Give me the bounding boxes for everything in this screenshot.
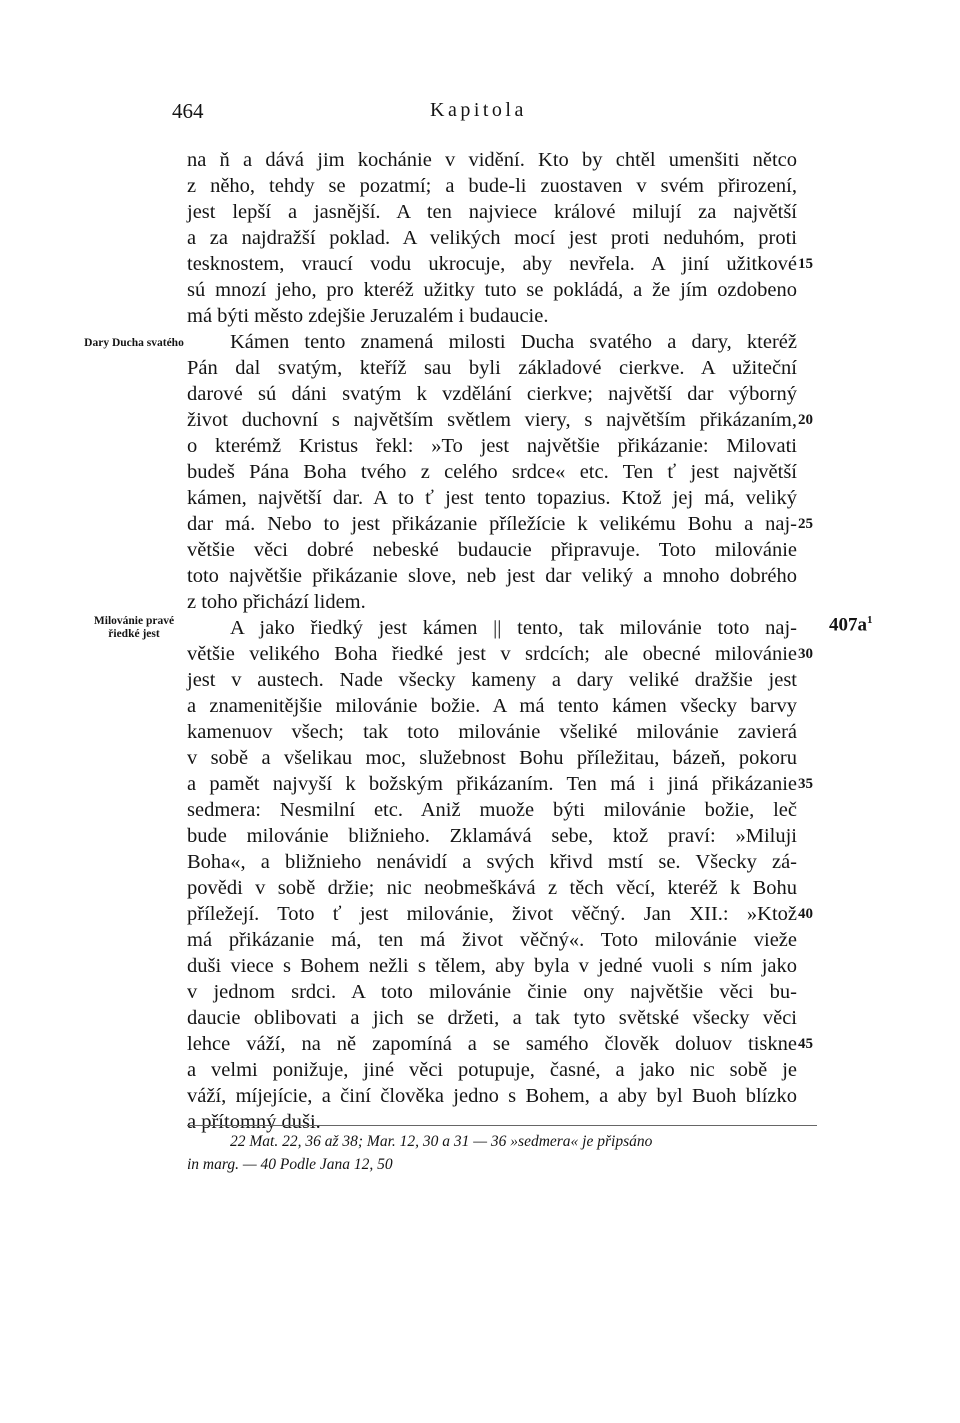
- text-line: z toho přichází lidem.: [187, 591, 366, 613]
- text-line: příležejí. Toto ť jest milovánie, život věčný. Jan XII.: »Ktož: [187, 903, 797, 925]
- text-line: sedmera: Nesmilní etc. Aniž muože býti milovánie božie, leč: [187, 799, 797, 821]
- text-line: lehce váží, na ně zapomíná a se samého člověk doluov tiskne: [187, 1033, 797, 1055]
- folio-ref-text: 407a: [829, 614, 867, 636]
- folio-ref-sup: 1: [867, 614, 873, 626]
- text-line: a přítomný duši.: [187, 1111, 321, 1133]
- line-number-25: 25: [798, 516, 813, 532]
- text-line: budeš Pána Boha tvého z celého srdce« etc. Ten ť jest najvětší: [187, 461, 797, 483]
- text-line: a pamět najvyší k božským přikázaním. Ten má i jiná přikázanie: [187, 773, 797, 795]
- text-line: má přikázanie má, ten má život věčný«. Toto milovánie vieže: [187, 929, 797, 951]
- text-line: jest lepší a jasnější. A ten najviece králové milují za najvětší: [187, 201, 797, 223]
- line-number-35: 35: [798, 776, 813, 792]
- text-line: a znamenitějšie milovánie božie. A má tento kámen všecky barvy: [187, 695, 797, 717]
- line-number-15: 15: [798, 256, 813, 272]
- margin-note-milovanie: Milovánie pravé řiedké jest: [93, 615, 175, 640]
- text-line: v jednom srdci. A toto milovánie činie ony najvětšie věci bu-: [187, 981, 797, 1003]
- margin-note-dary: Dary Ducha svatého: [84, 337, 184, 349]
- text-line: většie věci dobré nebeské budaucie připravuje. Toto milovánie: [187, 539, 797, 561]
- footnotes: [187, 1130, 807, 1176]
- folio-ref: [829, 614, 873, 636]
- text-line: Boha«, a bližnieho nenávidí a svých křivd mstí se. Všecky zá-: [187, 851, 797, 873]
- text-line: sú mnozí jeho, pro kteréž užitky tuto se pokládá, a že jím ozdobeno: [187, 279, 797, 301]
- text-line: o kterémž Kristus řekl: »To jest najvětšie přikázanie: Milovati: [187, 435, 797, 457]
- text-line: dar má. Nebo to jest přikázanie příležície k velikému Bohu a naj-: [187, 513, 797, 535]
- text-line: jest v austech. Nade všecky kameny a dary veliké dražšie jest: [187, 669, 797, 691]
- line-number-30: 30: [798, 646, 813, 662]
- text-line: darové sú dáni svatým k vzdělání cierkve; najvětší dar výborný: [187, 383, 797, 405]
- text-line: na ň a dává jim kochánie v vidění. Kto by chtěl umenšiti nětco: [187, 149, 797, 171]
- text-line: z něho, tehdy se pozatmí; a bude-li zuostaven v svém přirození,: [187, 175, 797, 197]
- text-line: a velmi ponižuje, jiné věci potupuje, časné, a jako nic sobě je: [187, 1059, 797, 1081]
- text-line: daucie oblibovati a jich se držeti, a tak tyto světské všecky věci: [187, 1007, 797, 1029]
- text-line: tesknostem, vraucí vodu ukrocuje, aby nevřela. A jiní užitkové: [187, 253, 797, 275]
- footnote-rule: [187, 1125, 817, 1126]
- footnote-line: 22 Mat. 22, 36 až 38; Mar. 12, 30 a 31 — 36 »sedmera« je připsáno: [230, 1133, 653, 1150]
- text-line: A jako řiedký jest kámen || tento, tak milovánie toto naj-: [230, 617, 797, 639]
- text-line: bude milovánie bližnieho. Zklamává sebe, ktož praví: »Miluji: [187, 825, 797, 847]
- line-number-45: 45: [798, 1036, 813, 1052]
- running-head: Kapitola: [430, 99, 527, 121]
- text-line: a za najdražší poklad. A velikých mocí jest proti neduhóm, proti: [187, 227, 797, 249]
- text-line: má býti město zdejšie Jeruzalém i budaucie.: [187, 305, 549, 327]
- text-line: v sobě a všelikau moc, služebnost Bohu příležitau, bázeň, pokoru: [187, 747, 797, 769]
- text-line: Kámen tento znamená milosti Ducha svatého a dary, kteréž: [230, 331, 797, 353]
- page-number: 464: [172, 99, 204, 123]
- text-line: většie velikého Boha řiedké jest v srdcích; ale obecné milovánie: [187, 643, 797, 665]
- text-line: povědi v sobě držie; nic neobmeškává z těch věcí, kteréž k Bohu: [187, 877, 797, 899]
- text-line: váží, míjejície, a činí člověka jedno s Bohem, a aby byl Buoh blízko: [187, 1085, 797, 1107]
- text-line: Pán dal svatým, kteříž sau byli základové cierkve. A užiteční: [187, 357, 797, 379]
- line-number-40: 40: [798, 906, 813, 922]
- footnote-line: in marg. — 40 Podle Jana 12, 50: [187, 1156, 393, 1173]
- line-number-20: 20: [798, 412, 813, 428]
- text-line: kamenuov všech; tak toto milovánie všeliké milovánie zavierá: [187, 721, 797, 743]
- text-line: kámen, najvětší dar. A to ť jest tento topazius. Ktož jej má, veliký: [187, 487, 797, 509]
- text-line: duši viece s Bohem nežli s tělem, aby byla v jedné vuoli s ním jako: [187, 955, 797, 977]
- text-line: toto najvětšie přikázanie slove, neb jest dar veliký a mnoho dobrého: [187, 565, 797, 587]
- text-line: život duchovní s najvětším světlem viery, s najvětším přikázaním,: [187, 409, 797, 431]
